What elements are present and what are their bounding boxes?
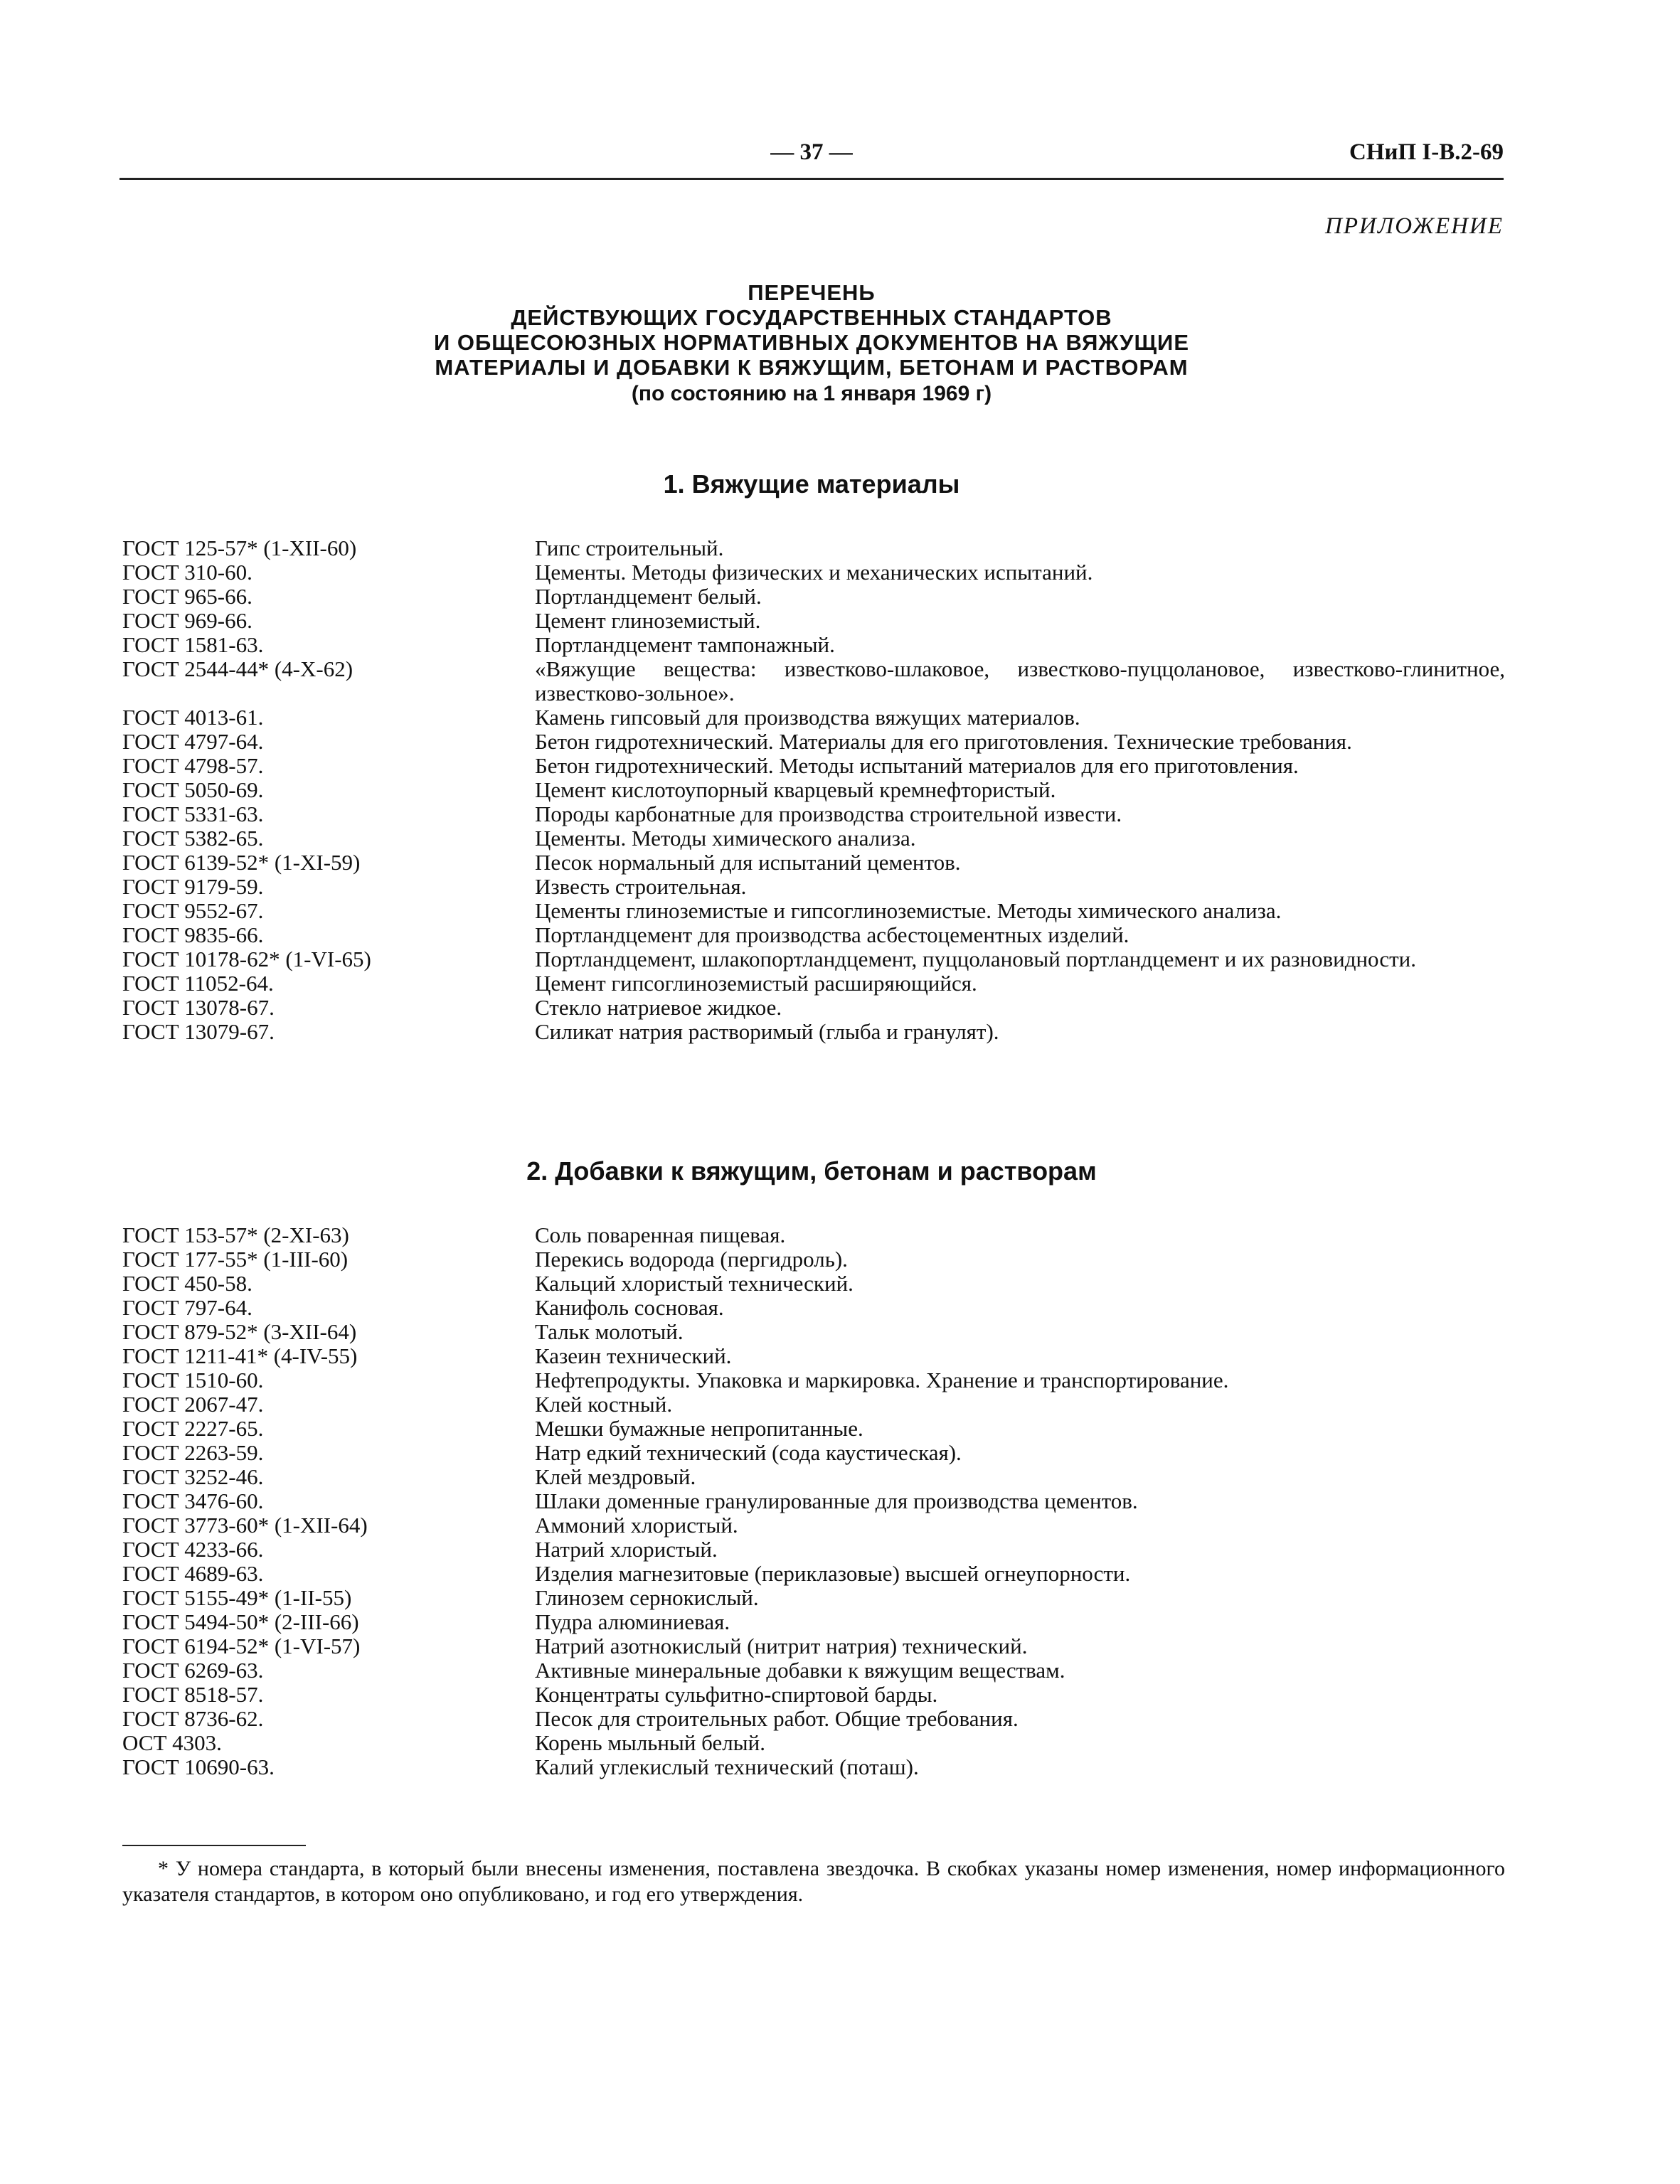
title-line: МАТЕРИАЛЫ И ДОБАВКИ К ВЯЖУЩИМ, БЕТОНАМ И РАСТВОРАМ: [435, 355, 1189, 380]
standard-code: ГОСТ 4797-64.: [122, 729, 264, 754]
standard-description: Аммоний хлористый.: [535, 1513, 738, 1538]
list-item: [122, 1683, 1505, 1707]
standard-description: Песок для строительных работ. Общие требования.: [535, 1706, 1019, 1731]
standard-code: ГОСТ 3773-60* (1-XII-64): [122, 1513, 368, 1538]
standard-code: ГОСТ 177-55* (1-III-60): [122, 1247, 349, 1272]
standard-code: ГОСТ 4798-57.: [122, 753, 264, 778]
footnote-divider: [122, 1845, 306, 1846]
standard-description: Бетон гидротехнический. Методы испытаний материалов для его приготовления.: [535, 753, 1299, 778]
standard-description: Цементы глиноземистые и гипсоглиноземистые. Методы химического анализа.: [535, 898, 1282, 923]
standard-code: ГОСТ 5494-50* (2-III-66): [122, 1609, 359, 1634]
list-item: [122, 1441, 1505, 1465]
standard-description: Портландцемент белый.: [535, 584, 762, 609]
list-item: [122, 1344, 1505, 1368]
title-line: И ОБЩЕСОЮЗНЫХ НОРМАТИВНЫХ ДОКУМЕНТОВ НА ВЯЖУЩИЕ: [433, 330, 1189, 355]
standard-code: ГОСТ 13078-67.: [122, 995, 275, 1020]
list-item: [122, 1368, 1505, 1392]
standard-description: Стекло натриевое жидкое.: [535, 995, 782, 1020]
header-divider: [119, 178, 1504, 180]
list-item: [122, 1610, 1505, 1634]
standard-description: Песок нормальный для испытаний цементов.: [535, 850, 961, 875]
list-item: [122, 1538, 1505, 1562]
list-item: [122, 1247, 1505, 1272]
list-item: [122, 1731, 1505, 1755]
standard-code: ГОСТ 450-58.: [122, 1271, 252, 1296]
list-item: [122, 1489, 1505, 1513]
standard-code: ГОСТ 6269-63.: [122, 1658, 264, 1683]
standard-code: ГОСТ 8518-57.: [122, 1682, 264, 1707]
standard-code: ГОСТ 5382-65.: [122, 826, 264, 851]
list-item: [122, 826, 1505, 851]
standard-description: Перекись водорода (пергидроль).: [535, 1247, 848, 1272]
list-item: [122, 536, 1505, 560]
list-item: [122, 633, 1505, 657]
standard-code: ГОСТ 969-66.: [122, 608, 252, 633]
standard-description: Изделия магнезитовые (периклазовые) высшей огнеупорности.: [535, 1561, 1131, 1586]
standards-list-binders: [122, 536, 1505, 1044]
standard-code: ГОСТ 2067-47.: [122, 1392, 264, 1417]
list-item: [122, 996, 1505, 1020]
list-item: [122, 1562, 1505, 1586]
standard-code: ГОСТ 11052-64.: [122, 971, 274, 996]
page-header: [119, 139, 1504, 168]
standard-description: Бетон гидротехнический. Материалы для его приготовления. Технические требования.: [535, 729, 1352, 754]
standard-description: Глинозем сернокислый.: [535, 1585, 759, 1610]
standard-description: Известь строительная.: [535, 874, 747, 899]
appendix-label: ПРИЛОЖЕНИЕ: [1325, 213, 1504, 239]
section-heading-binders: 1. Вяжущие материалы: [663, 469, 960, 499]
standard-description: Цементы. Методы химического анализа.: [535, 826, 916, 851]
list-item: [122, 1755, 1505, 1779]
list-item: [122, 802, 1505, 826]
standard-code: ГОСТ 153-57* (2-XI-63): [122, 1222, 349, 1247]
standard-description: Портландцемент тампонажный.: [535, 632, 835, 657]
list-item: [122, 971, 1505, 996]
standard-code: ГОСТ 1581-63.: [122, 632, 264, 657]
standard-code: ГОСТ 3252-46.: [122, 1464, 264, 1489]
document-code: СНиП I-В.2-69: [1349, 139, 1504, 165]
list-item: [122, 1586, 1505, 1610]
standard-code: ОСТ 4303.: [122, 1730, 222, 1755]
list-item: [122, 1634, 1505, 1658]
standard-code: ГОСТ 2263-59.: [122, 1440, 264, 1465]
list-item: [122, 1658, 1505, 1683]
standard-code: ГОСТ 125-57* (1-XII-60): [122, 536, 357, 560]
document-title: [119, 280, 1504, 408]
standard-description: Кальций хлористый технический.: [535, 1271, 854, 1296]
standard-description: Цемент кислотоупорный кварцевый кремнефтористый.: [535, 777, 1056, 802]
standard-code: ГОСТ 9835-66.: [122, 922, 264, 947]
standard-code: ГОСТ 8736-62.: [122, 1706, 264, 1731]
standard-description: Канифоль сосновая.: [535, 1295, 724, 1320]
page-number: — 37 —: [770, 139, 853, 165]
standard-code: ГОСТ 879-52* (3-XII-64): [122, 1319, 357, 1344]
standard-code: ГОСТ 10178-62* (1-VI-65): [122, 947, 371, 971]
standard-code: ГОСТ 797-64.: [122, 1295, 252, 1320]
standard-code: ГОСТ 5050-69.: [122, 777, 264, 802]
list-item: [122, 609, 1505, 633]
list-item: [122, 1296, 1505, 1320]
list-item: [122, 1513, 1505, 1538]
standard-code: ГОСТ 2227-65.: [122, 1416, 264, 1441]
standard-description: Камень гипсовый для производства вяжущих материалов.: [535, 705, 1080, 730]
standard-description: Казеин технический.: [535, 1343, 732, 1368]
standard-description: Корень мыльный белый.: [535, 1730, 765, 1755]
title-line: ДЕЙСТВУЮЩИХ ГОСУДАРСТВЕННЫХ СТАНДАРТОВ: [511, 305, 1112, 330]
list-item: [122, 585, 1505, 609]
title-subtitle: (по состоянию на 1 января 1969 г): [631, 382, 992, 405]
list-item: [122, 730, 1505, 754]
list-item: [122, 947, 1505, 971]
list-item: [122, 1020, 1505, 1044]
list-item: [122, 1465, 1505, 1489]
standard-description: Активные минеральные добавки к вяжущим веществам.: [535, 1658, 1065, 1683]
list-item: [122, 754, 1505, 778]
standard-description: Натрий азотнокислый (нитрит натрия) технический.: [535, 1634, 1028, 1658]
standard-code: ГОСТ 13079-67.: [122, 1019, 275, 1044]
standard-code: ГОСТ 1211-41* (4-IV-55): [122, 1343, 358, 1368]
list-item: [122, 851, 1505, 875]
standard-code: ГОСТ 310-60.: [122, 560, 252, 585]
standard-description: Калий углекислый технический (поташ).: [535, 1754, 919, 1779]
standard-description: Натрий хлористый.: [535, 1537, 718, 1562]
standard-description: Клей костный.: [535, 1392, 673, 1417]
list-item: [122, 1707, 1505, 1731]
standard-code: ГОСТ 10690-63.: [122, 1754, 275, 1779]
standard-code: ГОСТ 9552-67.: [122, 898, 264, 923]
standard-code: ГОСТ 3476-60.: [122, 1488, 264, 1513]
list-item: [122, 705, 1505, 730]
footnote: * У номера стандарта, в который были внесены изменения, поставлена звездочка. В скобках указаны номер изменения, номер информационного указателя стандартов, в котором оно опубликовано, и год его утверждения.: [122, 1857, 1505, 1906]
standard-description: Цемент глиноземистый.: [535, 608, 761, 633]
standard-code: ГОСТ 6139-52* (1-XI-59): [122, 850, 361, 875]
standard-description: Концентраты сульфитно-спиртовой барды.: [535, 1682, 938, 1707]
section-heading-additives: 2. Добавки к вяжущим, бетонам и растворам: [526, 1156, 1097, 1186]
standard-code: ГОСТ 4013-61.: [122, 705, 264, 730]
standard-description: Портландцемент для производства асбестоцементных изделий.: [535, 922, 1129, 947]
standard-code: ГОСТ 4689-63.: [122, 1561, 264, 1586]
standard-code: ГОСТ 965-66.: [122, 584, 252, 609]
standard-description: Нефтепродукты. Упаковка и маркировка. Хранение и транспортирование.: [535, 1368, 1229, 1392]
list-item: [122, 1417, 1505, 1441]
standard-description: Соль поваренная пищевая.: [535, 1222, 786, 1247]
list-item: [122, 1392, 1505, 1417]
standard-description: Гипс строительный.: [535, 536, 724, 560]
standard-description: «Вяжущие вещества: известково-шлаковое, известково-пуццолановое, известково-глинитное, известково-зольное».: [535, 656, 1505, 705]
standard-code: ГОСТ 5331-63.: [122, 801, 264, 826]
standard-description: Силикат натрия растворимый (глыба и гранулят).: [535, 1019, 999, 1044]
standard-code: ГОСТ 9179-59.: [122, 874, 264, 899]
list-item: [122, 1320, 1505, 1344]
standard-code: ГОСТ 2544-44* (4-X-62): [122, 656, 353, 681]
list-item: [122, 778, 1505, 802]
standard-code: ГОСТ 1510-60.: [122, 1368, 264, 1392]
title-line: ПЕРЕЧЕНЬ: [748, 280, 876, 305]
standard-description: Пудра алюминиевая.: [535, 1609, 730, 1634]
standard-code: ГОСТ 5155-49* (1-II-55): [122, 1585, 352, 1610]
list-item: [122, 560, 1505, 585]
list-item: [122, 1223, 1505, 1247]
list-item: [122, 657, 1505, 705]
standard-description: Портландцемент, шлакопортландцемент, пуццолановый портландцемент и их разновидности.: [535, 947, 1416, 971]
standard-description: Цемент гипсоглиноземистый расширяющийся.: [535, 971, 977, 996]
standard-code: ГОСТ 6194-52* (1-VI-57): [122, 1634, 361, 1658]
standards-list-additives: [122, 1223, 1505, 1779]
standard-code: ГОСТ 4233-66.: [122, 1537, 264, 1562]
list-item: [122, 1272, 1505, 1296]
list-item: [122, 899, 1505, 923]
list-item: [122, 923, 1505, 947]
standard-description: Клей мездровый.: [535, 1464, 696, 1489]
standard-description: Натр едкий технический (сода каустическая).: [535, 1440, 962, 1465]
standard-description: Тальк молотый.: [535, 1319, 684, 1344]
standard-description: Породы карбонатные для производства строительной извести.: [535, 801, 1122, 826]
standard-description: Цементы. Методы физических и механических испытаний.: [535, 560, 1093, 585]
standard-description: Шлаки доменные гранулированные для производства цементов.: [535, 1488, 1138, 1513]
list-item: [122, 875, 1505, 899]
standard-description: Мешки бумажные непропитанные.: [535, 1416, 863, 1441]
